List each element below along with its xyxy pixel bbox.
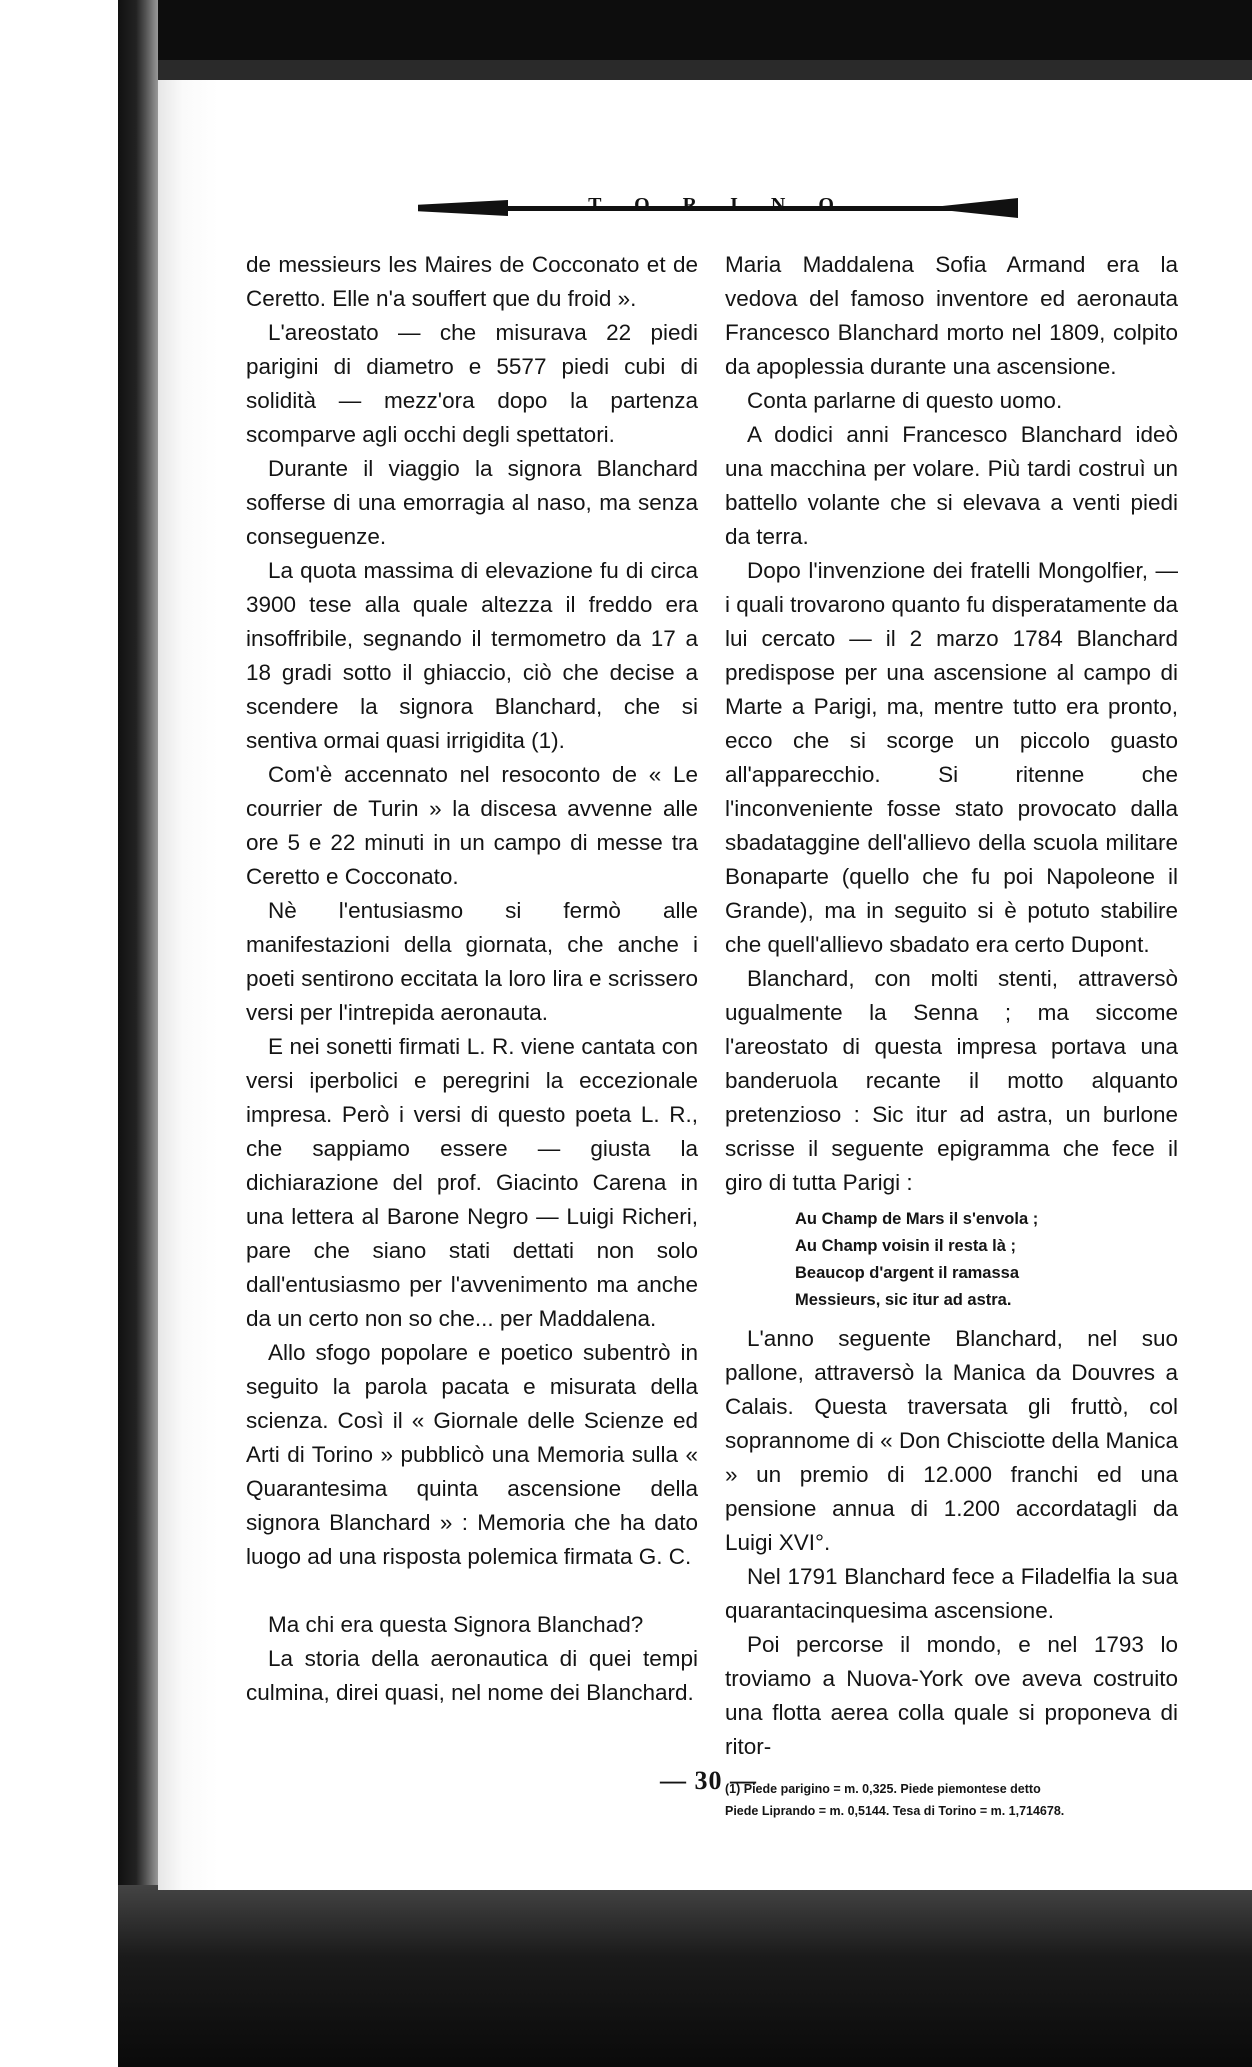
paragraph: Nel 1791 Blanchard fece a Filadelfia la sua quarantacinquesima ascensione. [725, 1564, 1178, 1623]
footnote [725, 1778, 1178, 1822]
paragraph: La storia della aeronautica di quei tempi culmina, direi quasi, nel nome dei Blanchard. [246, 1646, 698, 1705]
right-column [725, 248, 1178, 1822]
scan-border-top-band [118, 60, 1252, 82]
epigram-line: Messieurs, sic itur ad astra. [795, 1291, 1012, 1309]
epigram-line: Beaucop d'argent il ramassa [795, 1264, 1020, 1282]
spacer [246, 1574, 698, 1608]
paragraph: de messieurs les Maires de Cocconato et de Ceretto. Elle n'a souffert que du froid ». [246, 252, 698, 311]
left-column [246, 248, 698, 1710]
paragraph: Dopo l'invenzione dei fratelli Mongolfier, — i quali trovarono quanto fu disperatamente da lui cercato — il 2 marzo 1784 Blanchard predispose per una ascensione al campo di Marte a Parigi, ma, mentre tutto era pronto, ecco che si scorge un piccolo guasto all'apparecchio. Si ritenne che l'inconveniente fosse stato provocato dalla sbadataggine dell'allievo della scuola militare Bonaparte (quello che fu poi Napoleone il Grande), ma in seguito si è potuto stabilire che quell'allievo sbadato era certo Dupont. [725, 558, 1178, 957]
paragraph: Nè l'entusiasmo si fermò alle manifestazioni della giornata, che anche i poeti sentirono eccitata la loro lira e scrissero versi per l'intrepida aeronauta. [246, 898, 698, 1025]
running-header [418, 194, 1018, 220]
paragraph: L'areostato — che misurava 22 piedi parigini di diametro e 5577 piedi cubi di solidità — mezz'ora dopo la partenza scomparve agli occhi degli spettatori. [246, 320, 698, 447]
paragraph: Com'è accennato nel resoconto de « Le courrier de Turin » la discesa avvenne alle ore 5 e 22 minuti in un campo di messe tra Ceretto e Cocconato. [246, 762, 698, 889]
paragraph: Maria Maddalena Sofia Armand era la vedova del famoso inventore ed aeronauta Francesco Blanchard morto nel 1809, colpito da apoplessia durante una ascensione. [725, 252, 1178, 379]
paragraph: Blanchard, con molti stenti, attraversò ugualmente la Senna ; ma siccome l'areostato di questa impresa portava una banderuola recante il motto alquanto pretenzioso : Sic itur ad astra, un burlone scrisse il seguente epigramma che fece il giro di tutta Parigi : [725, 966, 1178, 1195]
paragraph: Allo sfogo popolare e poetico subentrò in seguito la parola pacata e misurata della scienza. Così il « Giornale delle Scienze ed Arti di Torino » pubblicò una Memoria sulla « Quarantesima quinta ascensione della signora Blanchard » : Memoria che ha dato luogo ad una risposta polemica firmata G. C. [246, 1340, 698, 1569]
epigram [795, 1206, 1178, 1314]
paragraph: Ma chi era questa Signora Blanchad? [268, 1612, 644, 1637]
footnote-line: Piede Liprando = m. 0,5144. Tesa di Torino = m. 1,714678. [725, 1804, 1065, 1818]
epigram-line: Au Champ voisin il resta là ; [795, 1237, 1016, 1255]
paragraph: E nei sonetti firmati L. R. viene cantata con versi iperbolici e peregrini la eccezionale impresa. Però i versi di questo poeta L. R., che sappiamo essere — giusta la dichiarazione del prof. Giacinto Carena in una lettera al Barone Negro — Luigi Richeri, pare che siano stati dettati non solo dall'entusiasmo per l'avvenimento ma anche da un certo non so che... per Maddalena. [246, 1034, 698, 1331]
epigram-line: Au Champ de Mars il s'envola ; [795, 1210, 1039, 1228]
paragraph: La quota massima di elevazione fu di circa 3900 tese alla quale altezza il freddo era insoffribile, segnando il termometro da 17 a 18 gradi sotto il ghiaccio, ciò che decise a scendere la signora Blanchard, che si sentiva ormai quasi irrigidita (1). [246, 558, 698, 753]
footnote-line: (1) Piede parigino = m. 0,325. Piede piemontese detto [725, 1782, 1041, 1796]
paragraph: Durante il viaggio la signora Blanchard sofferse di una emorragia al naso, ma senza conseguenze. [246, 456, 698, 549]
scan-border-bottom [118, 1885, 1252, 2067]
paragraph: L'anno seguente Blanchard, nel suo pallone, attraversò la Manica da Douvres a Calais. Questa traversata gli fruttò, col soprannome di « Don Chisciotte della Manica » un premio di 12.000 franchi ed una pensione annua di 1.200 accordatagli da Luigi XVI°. [725, 1326, 1178, 1555]
paragraph: Poi percorse il mondo, e nel 1793 lo troviamo a Nuova-York ove aveva costruito una flotta aerea colla quale si proponeva di ritor- [725, 1632, 1178, 1759]
header-title: T O R I N O [588, 194, 848, 216]
paragraph: A dodici anni Francesco Blanchard ideò una macchina per volare. Più tardi costruì un battello volante che si elevava a venti piedi da terra. [725, 422, 1178, 549]
page-number: — 30 — [660, 1766, 757, 1795]
paragraph: Conta parlarne di questo uomo. [747, 388, 1063, 413]
scan-border-left [118, 0, 158, 1900]
